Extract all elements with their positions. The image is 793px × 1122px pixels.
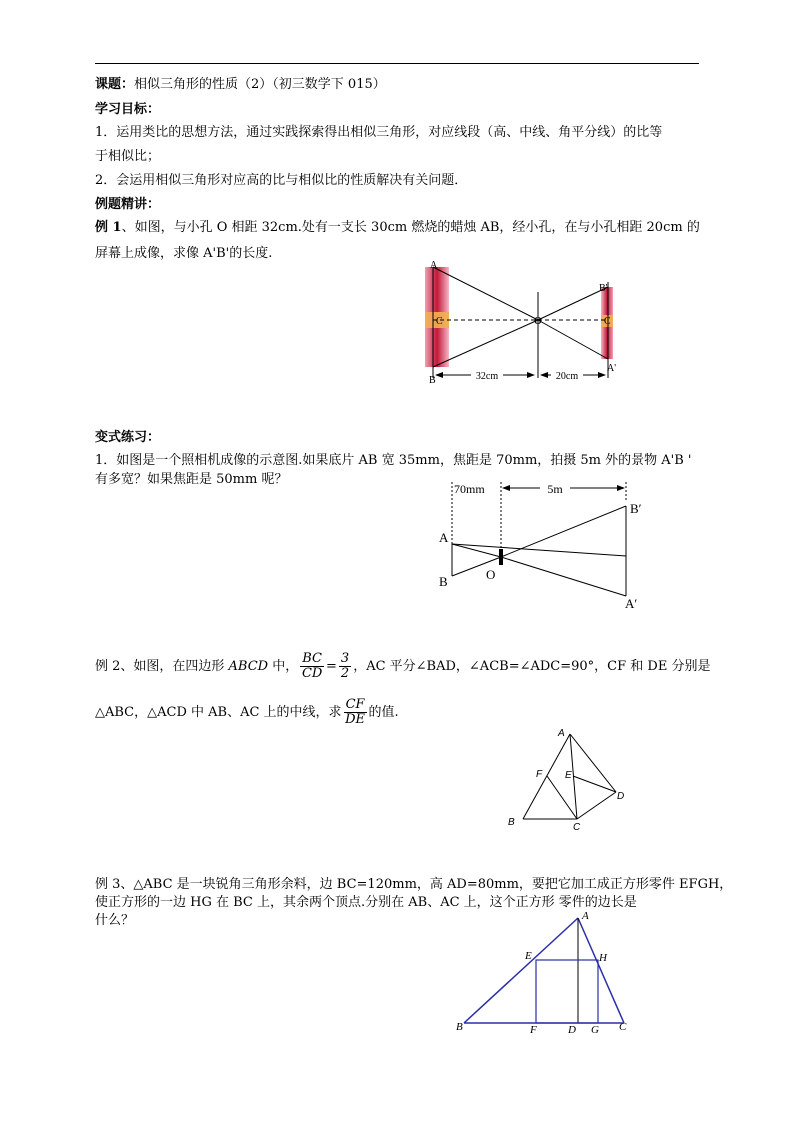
figure-quadrilateral (500, 724, 640, 834)
example-2-line-2 (95, 698, 399, 728)
label-b: B (429, 375, 436, 386)
topic-line (95, 76, 386, 94)
quad-label-d: D (617, 791, 625, 802)
label-c: C (436, 316, 443, 327)
example-2-line-1 (95, 652, 710, 682)
goal-1-line-2: 于相似比； (95, 149, 161, 164)
label-b-prime: B' (599, 283, 608, 294)
figure-triangle-square (452, 906, 642, 1040)
fraction-cf-de (344, 698, 367, 727)
cam-label-o: O (486, 567, 496, 582)
quad-label-b: B (508, 817, 515, 828)
tri-label-c: C (619, 1021, 627, 1033)
fraction-de: DE (345, 712, 365, 727)
ex2-lead: 例 2、如图，在四边形 (95, 659, 229, 674)
ray-o-b-prime (501, 506, 626, 557)
cam-label-a-prime: A′ (625, 596, 638, 611)
seg-ab (523, 734, 570, 819)
variant-q1-line-1: 1．如图是一个照相机成像的示意图.如果底片 AB 宽 35mm，焦距是 70mm，拍摄 5m 外的景物 A'B ' (95, 453, 692, 468)
ray-a-prime (538, 320, 608, 359)
dim-5m-label: 5m (547, 482, 563, 496)
ex2-line2-start: △ABC，△ACD 中 AB、AC 上的中线，求 (95, 705, 342, 720)
tri-label-h: H (599, 952, 607, 964)
example-3-line-3: 什么？ (95, 913, 135, 928)
seg-cd (577, 792, 616, 819)
tri-label-g: G (591, 1024, 599, 1036)
ex2-mid: 中， (268, 659, 299, 674)
fraction-2: 2 (340, 666, 350, 681)
fraction-3-2 (339, 652, 351, 681)
dim-right-arrow-end (598, 372, 606, 378)
dim-left-label: 32cm (475, 371, 499, 382)
figure-pinhole (415, 260, 630, 390)
goal-1-line-1: 1．运用类比的思想方法，通过实践探索得出相似三角形，对应线段（高、中线、角平分线）的比等 (95, 125, 663, 140)
example-1-label: 例 1 (95, 220, 122, 235)
figure-camera (432, 478, 652, 613)
cam-label-a: A (439, 530, 449, 545)
example-1-line-2: 屏幕上成像，求像 A'B'的长度. (95, 246, 273, 261)
examples-heading: 例题精讲： (95, 197, 161, 212)
example-1-line-1 (95, 219, 700, 237)
dim-5m-arrow-end (617, 485, 625, 491)
dim-right-label: 20cm (555, 371, 579, 382)
cam-label-b-prime: B′ (630, 501, 642, 516)
quad-label-e: E (565, 770, 572, 781)
tri-label-d: D (568, 1024, 576, 1036)
ex2-eq: = (326, 659, 337, 674)
dim-70mm-label: 70mm (454, 482, 485, 496)
square-efgh (536, 960, 598, 1023)
ray-o-a-prime (501, 557, 626, 596)
header-rule (95, 63, 699, 64)
tri-label-f: F (530, 1024, 537, 1036)
axis-line (452, 544, 626, 556)
dim-5m-arrow-start (502, 485, 510, 491)
fraction-3: 3 (340, 651, 350, 666)
fraction-cf: CF (345, 697, 365, 712)
example-3-line-2: 使正方形的一边 HG 在 BC 上，其余两个顶点.分别在 AB、AC 上，这个正方形 零件的边长是 (95, 895, 637, 910)
tri-label-b: B (456, 1021, 463, 1033)
tri-side-ab (464, 918, 578, 1023)
example-3-line-1: 例 3、△ABC 是一块锐角三角形余料，边 BC=120mm，高 AD=80mm，要把它加工成正方形零件 EFGH， (95, 877, 733, 892)
topic-text: 相似三角形的性质（2）（初三数学下 015） (134, 77, 386, 92)
quad-label-a: A (558, 728, 565, 739)
topic-label: 课题： (95, 77, 135, 92)
goal-2: 2．会运用相似三角形对应高的比与相似比的性质解决有关问题． (95, 173, 468, 188)
label-a: A (430, 260, 438, 271)
ex2-tail: ，AC 平分∠BAD，∠ACB=∠ADC=90°，CF 和 DE 分别是 (353, 659, 711, 674)
seg-cf (547, 776, 577, 819)
dim-left-arrow-end (527, 372, 535, 378)
fraction-cd: CD (301, 666, 323, 681)
dim-left-arrow-start (435, 372, 443, 378)
variant-q1-line-2: 有多宽？如果焦距是 50mm 呢？ (95, 472, 288, 487)
ex2-line2-end: 的值. (368, 705, 399, 720)
quad-label-f: F (536, 769, 543, 780)
quad-label-c: C (573, 822, 581, 833)
lens-mark (499, 549, 503, 565)
ray-b-prime (538, 287, 608, 320)
label-c-prime: C (604, 316, 611, 327)
variant-heading: 变式练习： (95, 430, 161, 445)
tri-side-ac (578, 918, 624, 1023)
goals-heading: 学习目标： (95, 102, 161, 117)
example-1-text: 、如图，与小孔 O 相距 32cm.处有一支长 30cm 燃烧的蜡烛 AB，经小孔，在与小孔相距 20cm 的 (121, 220, 700, 235)
tri-label-e: E (525, 950, 532, 962)
cam-label-b: B (439, 574, 448, 589)
tri-label-a: A (582, 910, 589, 922)
ex2-quad: ABCD (228, 659, 269, 674)
fraction-bc-cd (300, 652, 324, 681)
label-o: O (534, 316, 542, 327)
dim-right-arrow-start (540, 372, 548, 378)
label-a-prime: A' (607, 363, 617, 374)
fraction-bc: BC (302, 651, 322, 666)
